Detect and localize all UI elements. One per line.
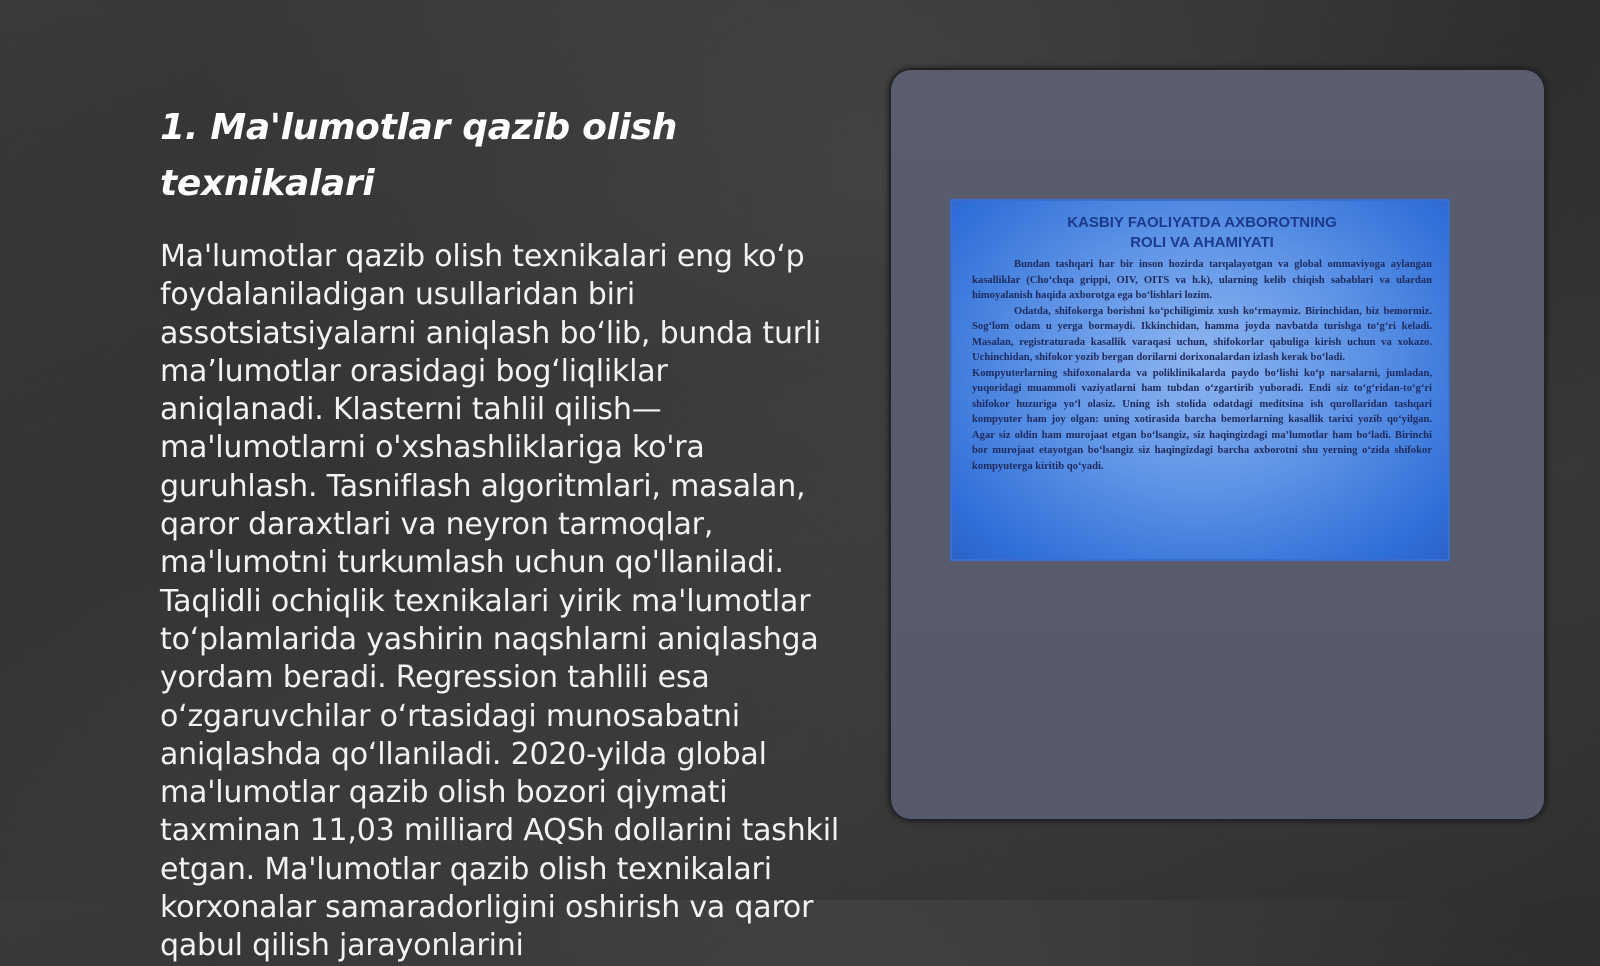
document-title-line-2: ROLI VA AHAMIYATI <box>1130 234 1274 251</box>
document-title-line-1: KASBIY FAOLIYATDA AXBOROTNING <box>1067 214 1337 231</box>
slide-heading: 1. Ma'lumotlar qazib olish texnikalari <box>160 107 678 204</box>
document-paragraph-1: Bundan tashqari har bir inson hozirda tarqalayotgan va global ommaviyoga aylangan kasalliklar (Cho‘chqa grippi, OIV, OITS va h.k), ularning kelib chiqish sabablari va ulardan himoyalanish haqida axborotga ega bo‘lishlari lozim. <box>972 259 1432 301</box>
text-column <box>160 100 840 964</box>
document-paragraph-2: Odatda, shifokorga borishni ko‘pchiligimiz xush ko‘rmaymiz. Birinchidan, biz bemormiz. Sog‘lom odam u yerga bormaydi. Ikkinchidan, hamma joyda navbatda turishga to‘g‘ri keladi. Masalan, registraturada kasallik varaqasi uchun, shifokorlar qabuliga kirish uchun va xokazo. Uchinchidan, shifokor yozib bergan dorilarni dorixonalardan izlash kerak bo‘ladi. <box>972 305 1432 363</box>
slide-body-text: Ma'lumotlar qazib olish texnikalari eng ko‘p foydalaniladigan usullaridan biri assotsiatsiyalarni aniqlash bo‘lib, bunda turli ma’lumotlar orasidagi bog‘liqliklar aniqlanadi. Klasterni tahlil qilish—ma'lumotlarni o'xshashliklariga ko'ra guruhlash. Tasniflash algoritmlari, masalan, qaror daraxtlari va neyron tarmoqlar, ma'lumotni turkumlash uchun qo'llaniladi. Taqlidli ochiqlik texnikalari yirik ma'lumotlar to‘plamlarida yashirin naqshlarni aniqlashga yordam beradi. Regression tahlili esa o‘zgaruvchilar o‘rtasidagi munosabatni aniqlashda qo‘llaniladi. 2020-yilda global ma'lumotlar qazib olish bozori qiymati taxminan 11,03 milliard AQSh dollarini tashkil etgan. Ma'lumotlar qazib olish texnikalari korxonalar samaradorligini oshirish va qaror qabul qilish jarayonlarini <box>160 239 839 964</box>
document-image <box>950 199 1450 561</box>
document-paragraph-3: Kompyuterlarning shifoxonalarda va poliklinikalarda paydo bo‘lishi ko‘p narsalarni, jumladan, yuqoridagi muammoli vaziyatlarni ham tubdan o‘zgartirib yuboradi. Endi siz to‘g‘ridan-to‘g‘ri shifokor huzuriga yo‘l olasiz. Uning ish stolida odatdagi meditsina ish qurollaridan tashqari kompyuter ham joy olgan: uning xotirasida barcha bemorlarning kasallik tarixi yozib qo‘yilgan. Agar siz oldin ham murojaat etgan bo‘lsangiz, siz haqingizdagi ma’lumotlar ham bo‘ladi. Birinchi bor murojaat etayotgan bo‘lsangiz siz haqingizdagi barcha axborotni shu yerning o‘zida shifokor kompyuterga kiritib qo‘yadi. <box>972 367 1432 472</box>
